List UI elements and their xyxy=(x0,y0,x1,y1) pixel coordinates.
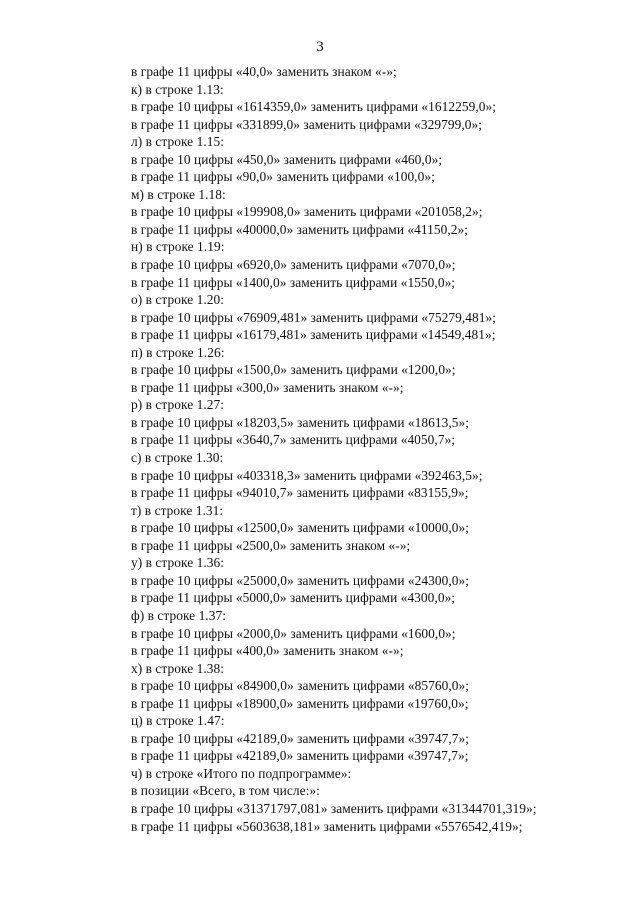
text-line: в графе 11 цифры «5000,0» заменить цифрами «4300,0»; xyxy=(131,590,456,606)
text-line: в графе 10 цифры «2000,0» заменить цифрами «1600,0»; xyxy=(131,625,456,641)
text-line: р) в строке 1.27: xyxy=(131,397,224,413)
text-line: у) в строке 1.36: xyxy=(131,555,224,571)
text-line: м) в строке 1.18: xyxy=(131,186,226,202)
text-line: о) в строке 1.20: xyxy=(131,292,224,308)
text-line: ф) в строке 1.37: xyxy=(131,607,226,623)
text-line: с) в строке 1.30: xyxy=(131,450,224,466)
text-line: в графе 10 цифры «199908,0» заменить цифрами «201058,2»; xyxy=(131,204,483,220)
document-body xyxy=(131,63,611,835)
text-line: в позиции «Всего, в том числе:»: xyxy=(131,783,320,799)
text-line: в графе 11 цифры «40,0» заменить знаком «-»; xyxy=(131,64,397,79)
text-line: л) в строке 1.15: xyxy=(131,134,224,150)
text-line: к) в строке 1.13: xyxy=(131,81,224,97)
text-line: в графе 10 цифры «1614359,0» заменить цифрами «1612259,0»; xyxy=(131,99,497,115)
text-line: в графе 11 цифры «16179,481» заменить цифрами «14549,481»; xyxy=(131,327,496,343)
text-line: в графе 11 цифры «94010,7» заменить цифрами «83155,9»; xyxy=(131,485,469,501)
text-line: в графе 10 цифры «12500,0» заменить цифрами «10000,0»; xyxy=(131,520,470,536)
text-line: в графе 11 цифры «331899,0» заменить цифрами «329799,0»; xyxy=(131,116,483,132)
text-line: в графе 10 цифры «1500,0» заменить цифрами «1200,0»; xyxy=(131,362,456,378)
text-line: в графе 11 цифры «1400,0» заменить цифрами «1550,0»; xyxy=(131,274,456,290)
text-line: п) в строке 1.26: xyxy=(131,344,225,360)
text-line: в графе 10 цифры «18203,5» заменить цифрами «18613,5»; xyxy=(131,414,470,430)
text-line: в графе 11 цифры «400,0» заменить знаком «-»; xyxy=(131,643,404,659)
text-line: в графе 11 цифры «5603638,181» заменить цифрами «5576542,419»; xyxy=(131,818,523,834)
text-line: в графе 10 цифры «76909,481» заменить цифрами «75279,481»; xyxy=(131,309,497,325)
text-line: т) в строке 1.31: xyxy=(131,502,224,518)
text-line: в графе 11 цифры «300,0» заменить знаком «-»; xyxy=(131,379,404,395)
text-line: в графе 11 цифры «42189,0» заменить цифрами «39747,7»; xyxy=(131,748,469,764)
text-line: в графе 11 цифры «2500,0» заменить знаком «-»; xyxy=(131,537,411,553)
page-number: 3 xyxy=(316,39,324,55)
text-line: в графе 11 цифры «40000,0» заменить цифрами «41150,2»; xyxy=(131,221,469,237)
text-line: ц) в строке 1.47: xyxy=(131,713,225,729)
text-line: в графе 10 цифры «450,0» заменить цифрами «460,0»; xyxy=(131,151,443,167)
text-line: н) в строке 1.19: xyxy=(131,239,225,255)
text-line: в графе 11 цифры «18900,0» заменить цифрами «19760,0»; xyxy=(131,695,469,711)
text-line: в графе 10 цифры «31371797,081» заменить цифрами «31344701,319»; xyxy=(131,800,537,816)
text-line: в графе 10 цифры «403318,3» заменить цифрами «392463,5»; xyxy=(131,467,483,483)
text-line: в графе 10 цифры «42189,0» заменить цифрами «39747,7»; xyxy=(131,730,470,746)
text-line: в графе 10 цифры «25000,0» заменить цифрами «24300,0»; xyxy=(131,572,470,588)
text-line: в графе 10 цифры «6920,0» заменить цифрами «7070,0»; xyxy=(131,257,456,273)
text-line: в графе 11 цифры «3640,7» заменить цифрами «4050,7»; xyxy=(131,432,456,448)
text-line: ч) в строке «Итого по подпрограмме»: xyxy=(131,765,352,781)
text-line: в графе 10 цифры «84900,0» заменить цифрами «85760,0»; xyxy=(131,678,470,694)
text-line: в графе 11 цифры «90,0» заменить цифрами «100,0»; xyxy=(131,169,435,185)
text-line: х) в строке 1.38: xyxy=(131,660,224,676)
